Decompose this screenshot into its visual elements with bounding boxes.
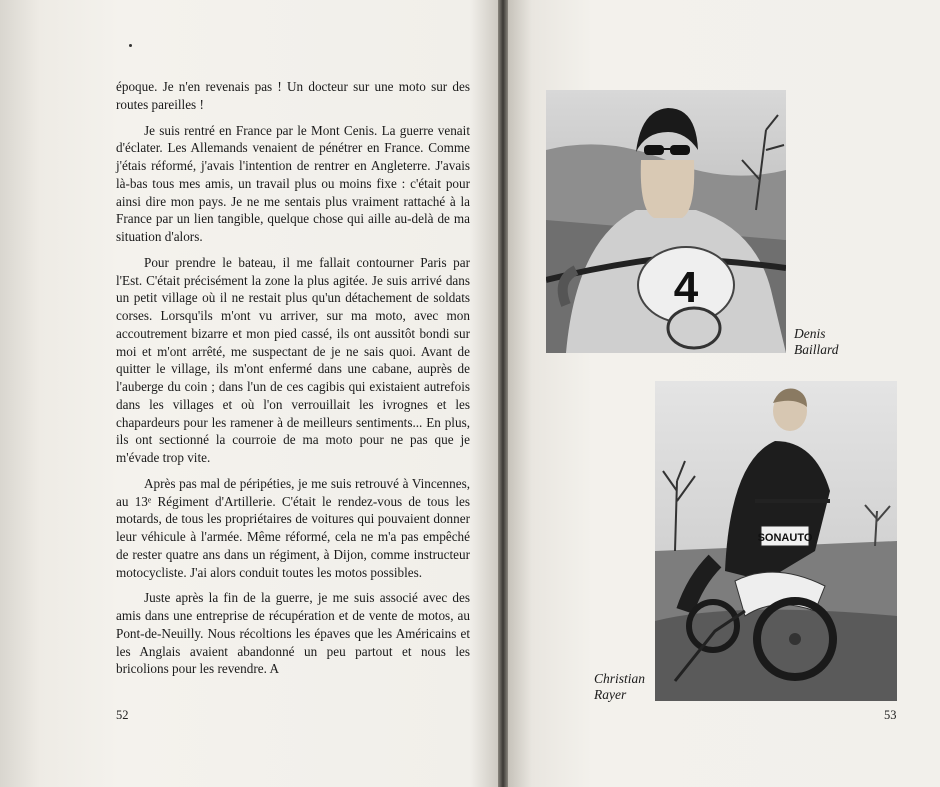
caption-last-name: Rayer — [594, 687, 627, 702]
ink-speck — [129, 44, 132, 47]
caption-last-name: Baillard — [794, 342, 839, 357]
body-text — [116, 78, 470, 686]
paragraph-4: Après pas mal de péripéties, je me suis retrouvé à Vincennes, au 13ᵉ Régiment d'Artillerie. C'était le rendez-vous de tous les motards, de tous les propriétaires de voitures qui pouvaient donner leur véhicule à l'armée. Même réformé, cela ne m'a pas empêché de rester quatre ans dans un régiment, à Dijon, comme instructeur motocycliste. J'ai alors conduit toutes les motos possibles. — [116, 475, 470, 580]
caption-first-name: Christian — [594, 671, 646, 686]
paragraph-2: Je suis rentré en France par le Mont Cenis. La guerre venait d'éclater. Les Allemands venaient de pénétrer en France. Comme j'étais réformé, j'avais l'intention de rentrer en Angleterre. J'avais là-bas tous mes amis, un travail plus ou moins fixe : c'était pour ainsi dire mon pays. Je ne me sentais plus vraiment rattaché à la France par un lien tangible, quelque chose qui aille au-delà de ma situation d'alors. — [116, 122, 470, 244]
book-spine — [498, 0, 508, 787]
photo-denis-baillard — [546, 90, 786, 353]
caption-first-name: Denis — [794, 326, 826, 341]
paragraph-3: Pour prendre le bateau, il me fallait contourner Paris par l'Est. C'était précisément la zone la plus agitée. Je suis arrivé dans un petit village où il ne restait plus qu'un détachement de soldats corses. Lorsqu'ils m'ont vu arriver, sur ma moto, avec mon accoutrement bizarre et mon pied cassé, ils ont aussitôt bondi sur moi et m'ont arrêté, me suspectant de je ne sais quoi. Avant de quitter le village, ils m'ont enfermé dans une cabane, auprès de l'auberge du coin ; dans l'un de ces cagibis qui existaient autrefois dans les villages et où l'on verrouillait les ivrognes et les chapardeurs pour les ramener à de meilleurs sentiments... En plus, ils ont sectionné la courroie de ma moto pour ne pas que je m'évade trop vite. — [116, 254, 470, 465]
photo-christian-rayer — [655, 381, 897, 701]
caption-denis-baillard — [794, 326, 839, 358]
page-number-left: 52 — [116, 708, 129, 722]
caption-christian-rayer — [594, 671, 645, 703]
page-number-right: 53 — [884, 708, 897, 722]
rider-portrait-image — [546, 90, 786, 353]
rider-action-image — [655, 381, 897, 701]
paragraph-1: époque. Je n'en revenais pas ! Un docteur sur une moto sur des routes pareilles ! — [116, 79, 470, 112]
paragraph-5: Juste après la fin de la guerre, je me suis associé avec des amis dans une entreprise de récupération et de vente de motos, au Pont-de-Neuilly. Nous récoltions les épaves que les Américains et les Anglais avaient abandonné un peu partout et nous les bricolions pour les revendre. A — [116, 590, 470, 677]
sonauto-plate-text: SONAUTO — [757, 532, 813, 544]
number-plate-digit: 4 — [673, 263, 699, 312]
